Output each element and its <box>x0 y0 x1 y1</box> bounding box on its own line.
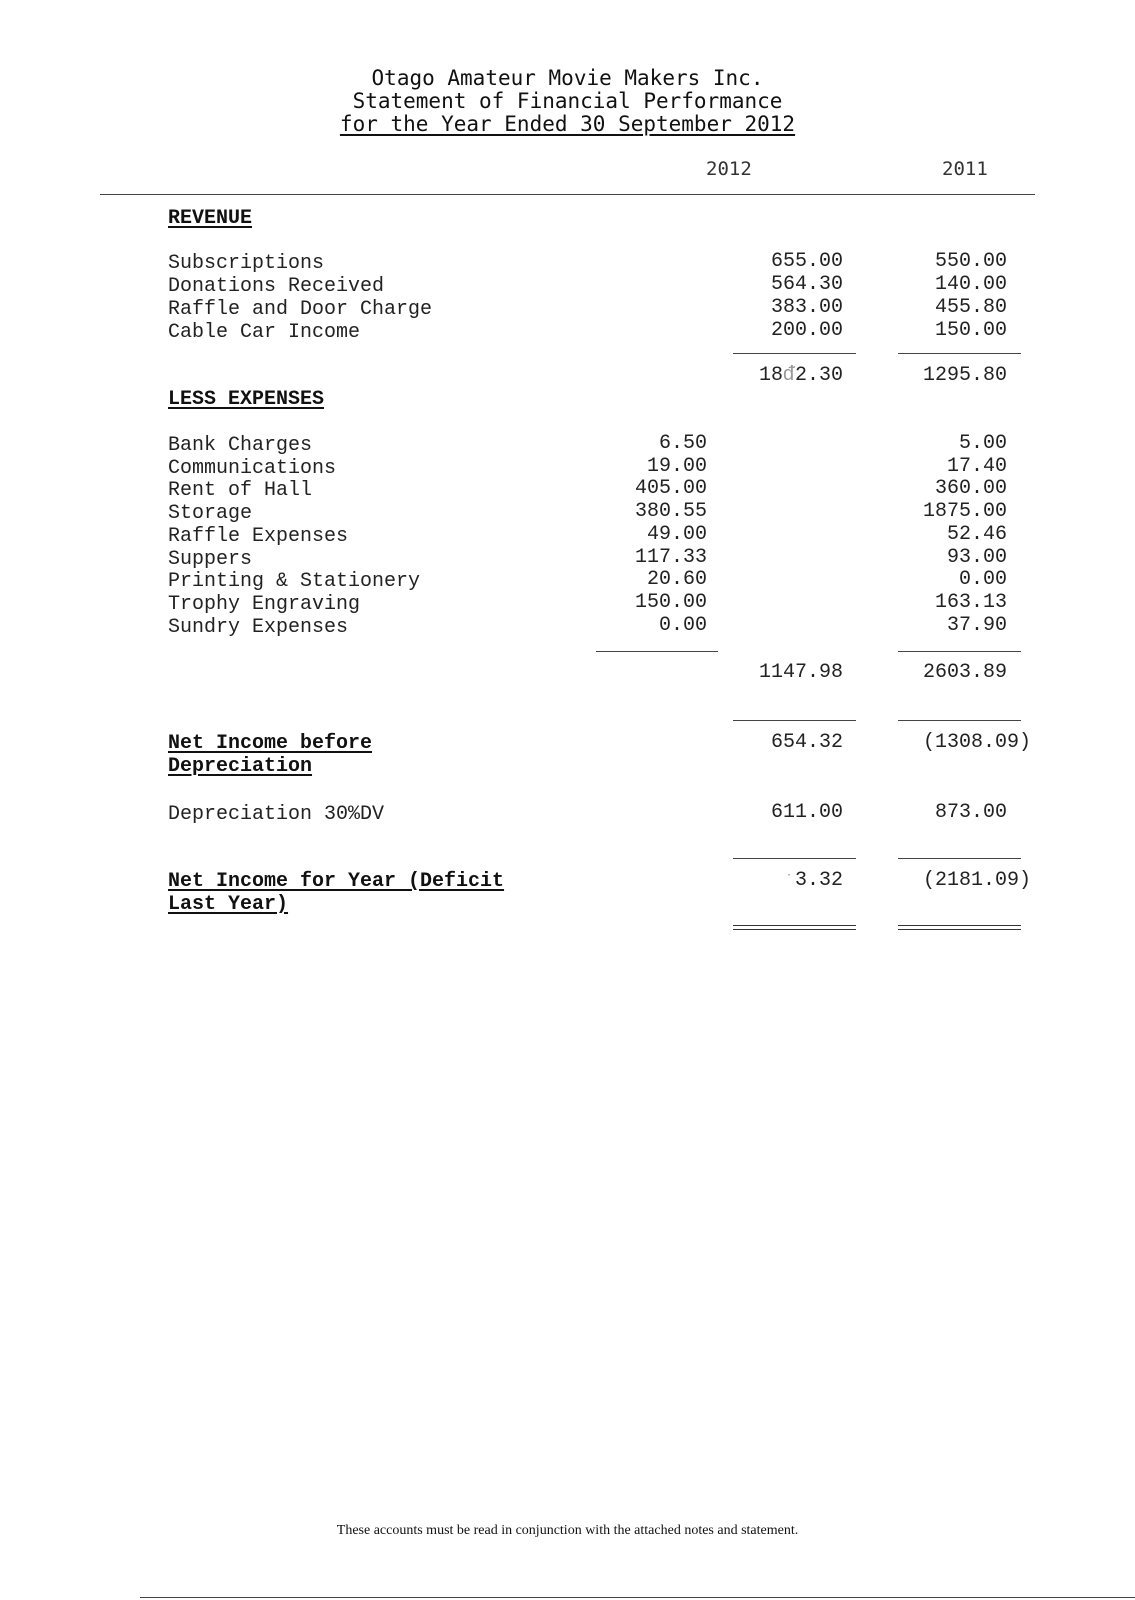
revenue-label-subscriptions: Subscriptions <box>168 252 325 275</box>
net-income-rule-2011 <box>898 858 1021 859</box>
revenue-raffle-2011: 455.80 <box>934 296 1007 319</box>
expense-label-suppers: Suppers <box>168 548 253 571</box>
net-income-label-line1: Net Income for Year (Deficit <box>168 870 505 893</box>
expense-label-storage: Storage <box>168 502 253 525</box>
col-header-2012: 2012 <box>706 158 752 180</box>
expense-printing-2012: 20.60 <box>646 568 707 591</box>
period-title <box>0 113 1135 136</box>
expense-label-rent: Rent of Hall <box>168 479 313 502</box>
expense-comms-2011: 17.40 <box>946 455 1007 478</box>
revenue-total-2011: 1295.80 <box>922 364 1007 387</box>
revenue-raffle-2012: 383.00 <box>770 296 843 319</box>
expense-trophy-2012: 150.00 <box>634 591 707 614</box>
expense-label-sundry: Sundry Expenses <box>168 616 349 639</box>
expense-raffle-2012: 49.00 <box>646 523 707 546</box>
net-income-2012-value: 3.32 <box>794 869 843 892</box>
expenses-heading: LESS EXPENSES <box>168 388 325 411</box>
revenue-donations-2011: 140.00 <box>934 273 1007 296</box>
revenue-total-2012-prefix: 18 <box>758 364 783 387</box>
revenue-rule-2011 <box>898 353 1021 354</box>
expense-bank-2012: 6.50 <box>658 432 707 455</box>
expense-label-trophy: Trophy Engraving <box>168 593 361 616</box>
org-name: Otago Amateur Movie Makers Inc. <box>371 66 764 90</box>
net-income-rule-2012 <box>733 858 856 859</box>
net-before-rule-2011 <box>898 720 1021 721</box>
net-income-2012-smudge: ˑ <box>782 869 795 892</box>
revenue-cablecar-2011: 150.00 <box>934 319 1007 342</box>
depreciation-2011: 873.00 <box>934 801 1007 824</box>
expense-rent-2012: 405.00 <box>634 477 707 500</box>
net-income-2012 <box>783 869 843 892</box>
expense-label-raffle: Raffle Expenses <box>168 525 349 548</box>
net-before-rule-2012 <box>733 720 856 721</box>
revenue-label-cablecar: Cable Car Income <box>168 321 361 344</box>
revenue-total-2012-smudge: ᵭ <box>782 364 795 387</box>
net-before-label-line1: Net Income before <box>168 732 373 755</box>
expense-trophy-2011: 163.13 <box>934 591 1007 614</box>
revenue-subscriptions-2011: 550.00 <box>934 250 1007 273</box>
expense-label-printing: Printing & Stationery <box>168 570 421 593</box>
expenses-rule-detail <box>596 651 718 652</box>
net-income-double-rule-2012 <box>733 925 856 930</box>
revenue-cablecar-2012: 200.00 <box>770 319 843 342</box>
expense-storage-2012: 380.55 <box>634 500 707 523</box>
net-income-label-line2: Last Year) <box>168 893 289 916</box>
period-text: for the Year Ended 30 September 2012 <box>339 112 796 136</box>
net-before-2011: (1308.09) <box>922 731 1031 754</box>
expense-rent-2011: 360.00 <box>934 477 1007 500</box>
expense-printing-2011: 0.00 <box>958 568 1007 591</box>
revenue-total-2012-suffix: 2.30 <box>794 364 843 387</box>
footer-note: These accounts must be read in conjunction with the attached notes and statement. <box>336 1523 799 1538</box>
expense-raffle-2011: 52.46 <box>946 523 1007 546</box>
expense-sundry-2012: 0.00 <box>658 614 707 637</box>
expenses-total-2012: 1147.98 <box>758 661 843 684</box>
revenue-total-2012 <box>759 364 843 387</box>
expense-suppers-2011: 93.00 <box>946 546 1007 569</box>
expense-bank-2011: 5.00 <box>958 432 1007 455</box>
expenses-total-2011: 2603.89 <box>922 661 1007 684</box>
depreciation-2012: 611.00 <box>770 801 843 824</box>
expense-sundry-2011: 37.90 <box>946 614 1007 637</box>
expense-comms-2012: 19.00 <box>646 455 707 478</box>
revenue-subscriptions-2012: 655.00 <box>770 250 843 273</box>
statement-title: Statement of Financial Performance <box>352 89 783 113</box>
net-before-2012: 654.32 <box>770 731 843 754</box>
net-before-label-line2: Depreciation <box>168 755 313 778</box>
expense-storage-2011: 1875.00 <box>922 500 1007 523</box>
expense-suppers-2012: 117.33 <box>634 546 707 569</box>
net-income-2011: (2181.09) <box>922 869 1031 892</box>
expense-label-comms: Communications <box>168 457 337 480</box>
revenue-heading: REVENUE <box>168 207 253 230</box>
revenue-donations-2012: 564.30 <box>770 273 843 296</box>
col-header-2011: 2011 <box>942 158 988 180</box>
expense-label-bank: Bank Charges <box>168 434 313 457</box>
expenses-rule-2011 <box>898 651 1021 652</box>
revenue-label-raffle: Raffle and Door Charge <box>168 298 433 321</box>
revenue-rule-2012 <box>733 353 856 354</box>
net-income-double-rule-2011 <box>898 925 1021 930</box>
bottom-edge-rule <box>140 1597 1135 1598</box>
header-rule <box>100 194 1035 195</box>
revenue-label-donations: Donations Received <box>168 275 385 298</box>
depreciation-label: Depreciation 30%DV <box>168 803 385 826</box>
